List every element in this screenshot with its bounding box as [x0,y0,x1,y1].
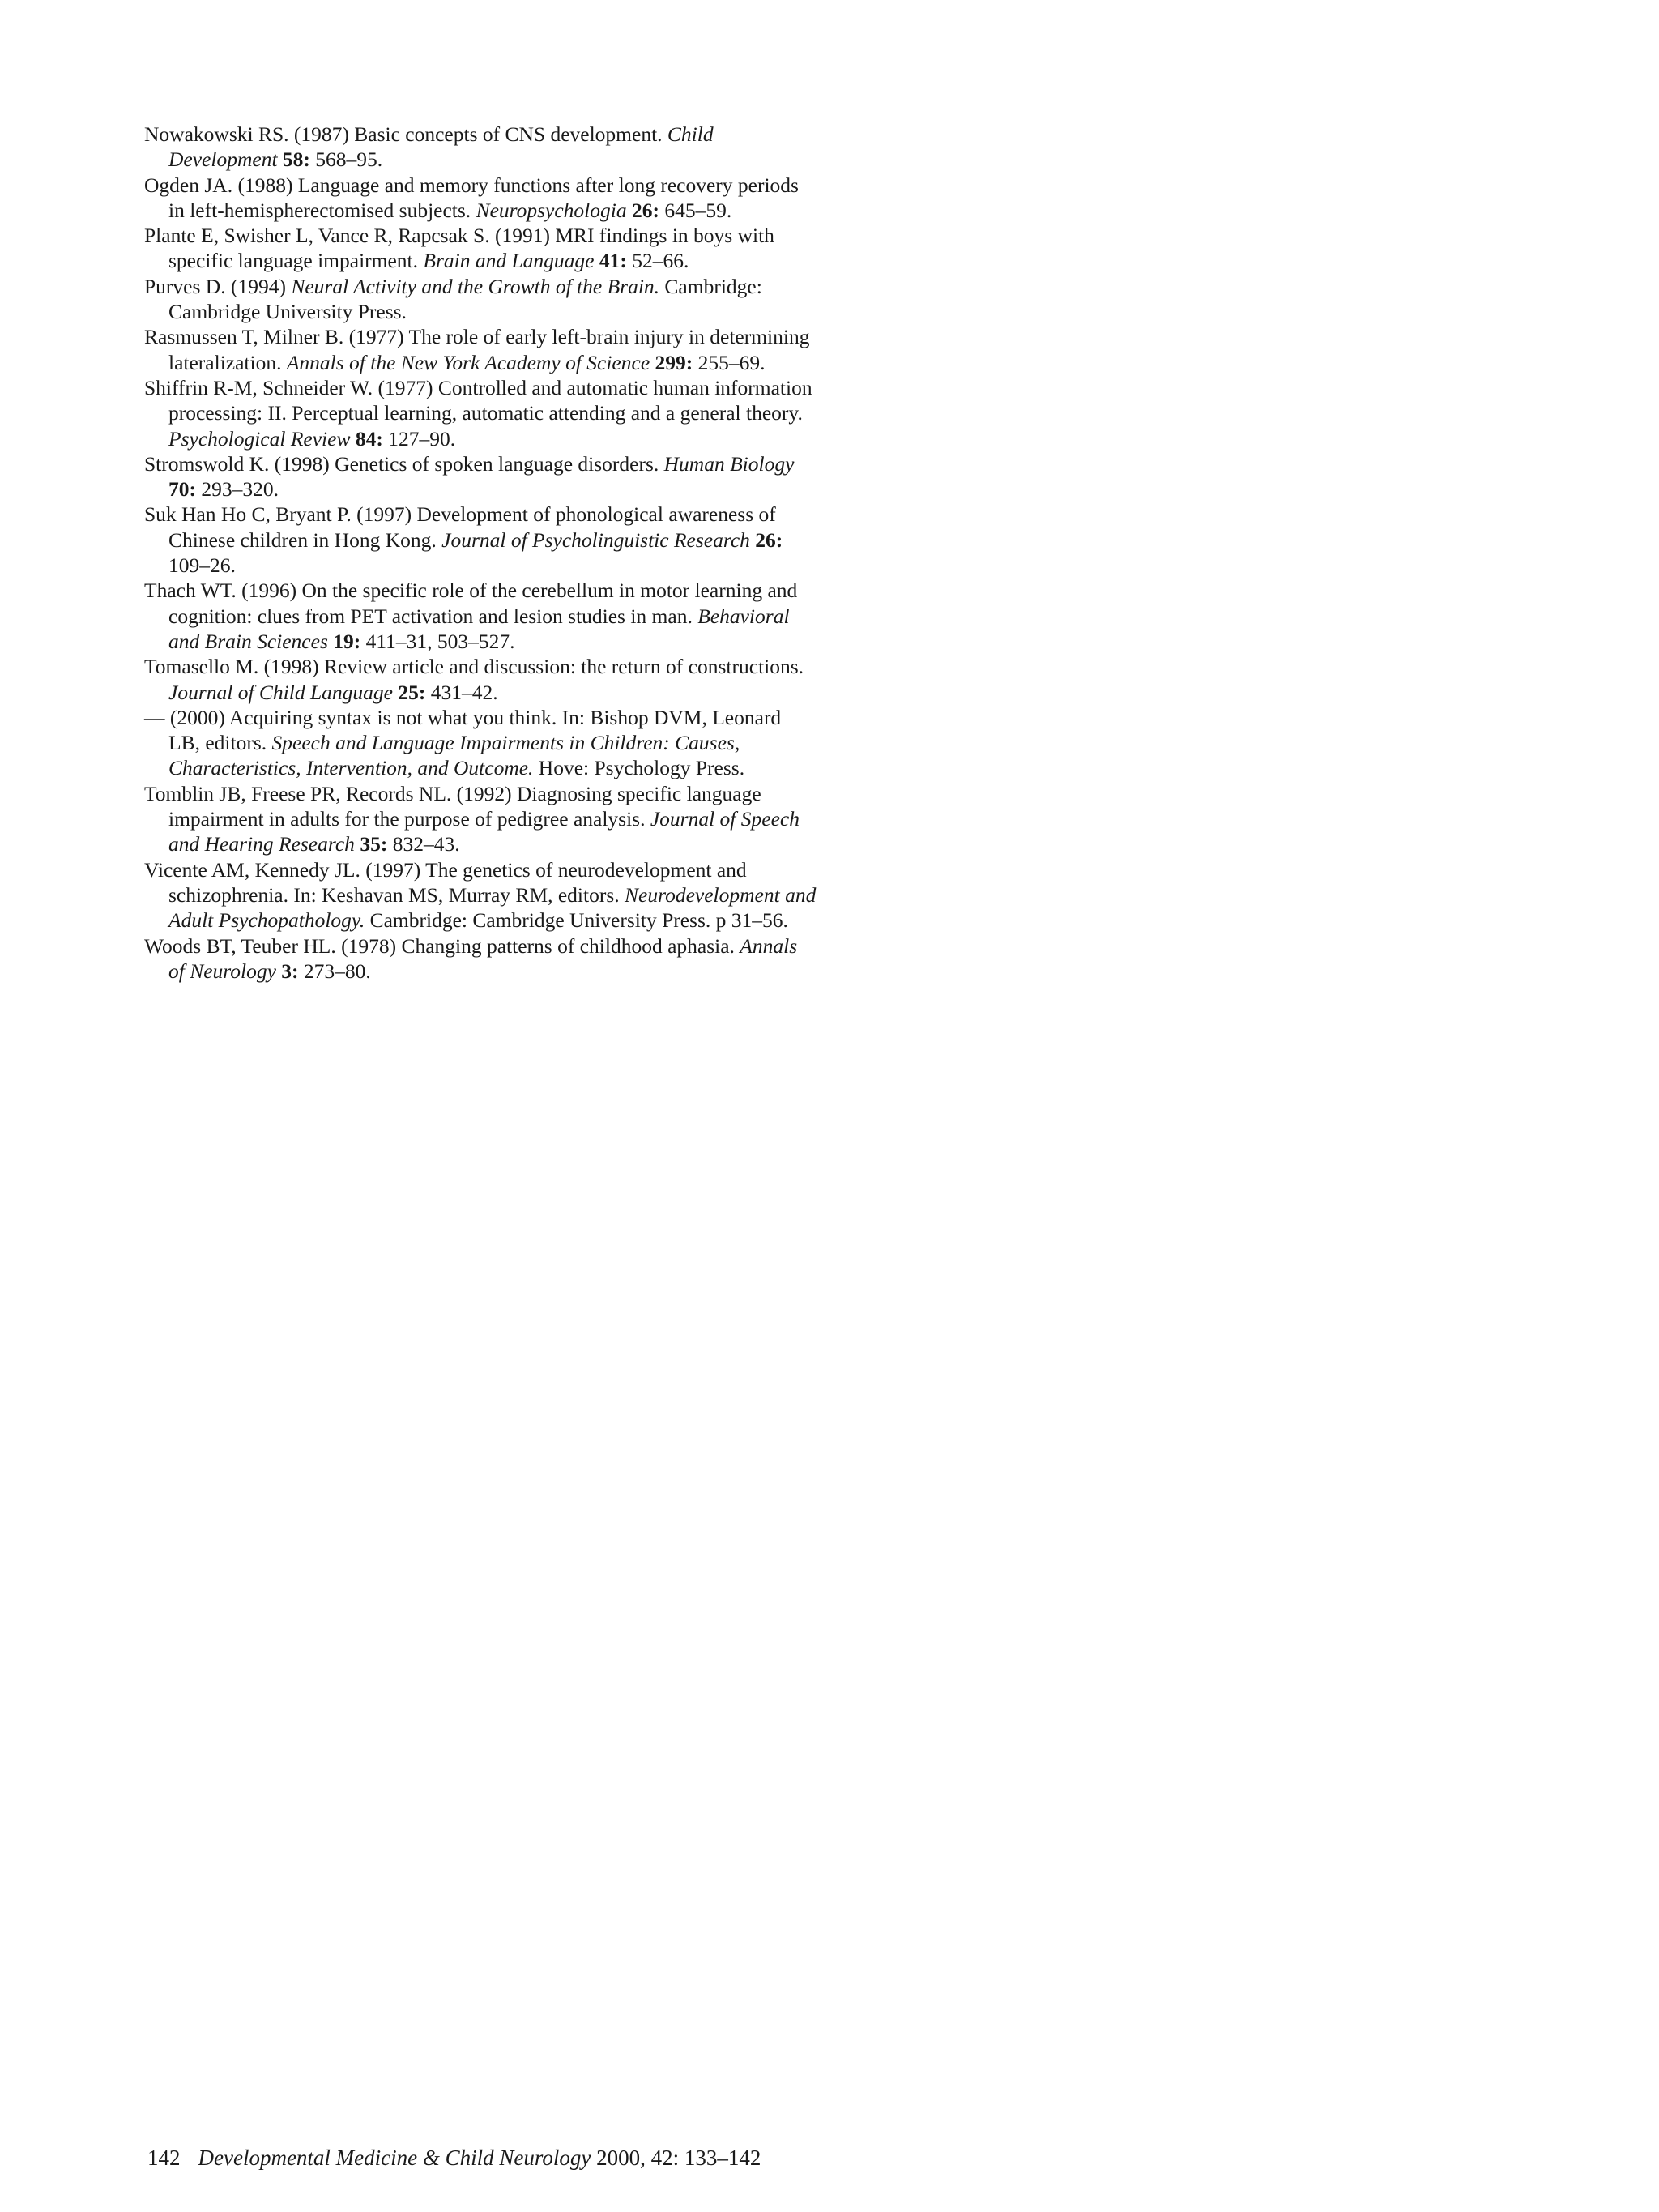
reference-text: — (2000) Acquiring syntax is not what you think. In: Bishop DVM, Leonard LB, editors. [144,705,782,755]
reference-volume: 26: [631,198,659,222]
reference-text: 293–320. [196,477,279,502]
reference-title: Neurodevelopment and Adult Psychopathology. [168,882,817,933]
reference-entry [144,857,817,933]
reference-text: 52–66. [626,249,689,273]
page-number: 142 [147,2146,181,2170]
reference-title: Neuropsychologia [476,198,627,222]
reference-text: Rasmussen T, Milner B. (1977) The role of early left-brain injury in determining lateralization. [144,325,810,374]
reference-title: Human Biology [663,451,795,476]
reference-title: Journal of Child Language [168,680,393,704]
reference-text: Tomblin JB, Freese PR, Records NL. (1992) Diagnosing specific language impairment in adults for the purpose of pedigree analysis. [144,781,761,831]
reference-entry [144,781,817,857]
reference-title: Annals of Neurology [168,933,798,983]
reference-text: Nowakowski RS. (1987) Basic concepts of CNS development. [144,122,667,146]
journal-title: Developmental Medicine & Child Neurology [198,2146,591,2170]
reference-entry [144,502,817,578]
reference-text: Hove: Psychology Press. [533,756,745,780]
reference-volume: 70: [168,477,196,502]
reference-entry [144,122,817,173]
reference-text: 273–80. [298,959,371,983]
reference-title: Annals of the New York Academy of Science [286,350,650,374]
reference-volume: 26: [755,527,783,552]
reference-text: 411–31, 503–527. [360,629,515,653]
reference-text: 255–69. [693,350,766,374]
page-footer [147,2145,876,2171]
reference-title: Speech and Language Impairments in Children: Causes, Characteristics, Intervention, and Outcome. [168,731,740,780]
reference-text: Woods BT, Teuber HL. (1978) Changing patterns of childhood aphasia. [144,933,740,958]
reference-text: 431–42. [425,680,498,704]
reference-title: Psychological Review [168,426,351,451]
reference-title: Child Development [168,122,714,172]
reference-text: Shiffrin R-M, Schneider W. (1977) Controlled and automatic human information processing: II. Perceptual learning, automatic attending and a general theory. [144,375,812,425]
reference-entry [144,654,817,705]
reference-entry [144,375,817,451]
reference-text: Vicente AM, Kennedy JL. (1997) The genetics of neurodevelopment and schizophrenia. In: Keshavan MS, Murray RM, editors. [144,857,747,907]
reference-list [144,122,817,984]
reference-title: Journal of Psycholinguistic Research [441,527,750,552]
reference-text: 568–95. [309,147,383,172]
reference-volume: 35: [360,832,388,856]
reference-volume: 25: [398,680,426,704]
reference-title: Journal of Speech and Hearing Research [168,807,800,856]
reference-title: Neural Activity and the Growth of the Brain. [291,274,660,298]
reference-entry [144,324,817,375]
journal-citation: 2000, 42: 133–142 [591,2146,761,2170]
reference-text: 645–59. [659,198,732,222]
reference-text: Cambridge: Cambridge University Press. [168,274,762,324]
reference-volume: 84: [355,426,383,451]
reference-text: Cambridge: Cambridge University Press. p 31–56. [365,908,788,933]
reference-title: Brain and Language [423,249,595,273]
reference-title: Behavioral and Brain Sciences [168,604,790,653]
reference-text: Thach WT. (1996) On the specific role of the cerebellum in motor learning and cognition: clues from PET activation and lesion studies in man. [144,579,798,628]
reference-text: Suk Han Ho C, Bryant P. (1997) Development of phonological awareness of Chinese children in Hong Kong. [144,502,776,552]
reference-volume: 19: [333,629,361,653]
reference-entry [144,933,817,984]
reference-entry [144,223,817,274]
reference-entry [144,451,817,502]
reference-text: 127–90. [382,426,456,451]
reference-text: Tomasello M. (1998) Review article and discussion: the return of constructions. [144,655,804,679]
reference-text: Ogden JA. (1988) Language and memory functions after long recovery periods in left-hemispherectomised subjects. [144,173,799,222]
reference-text: 832–43. [387,832,460,856]
reference-entry [144,578,817,654]
reference-entry [144,274,817,325]
reference-volume: 299: [655,350,693,374]
reference-text: Purves D. (1994) [144,274,292,298]
reference-entry [144,173,817,224]
reference-text: 109–26. [168,553,236,578]
reference-volume: 58: [282,147,310,172]
reference-text: Stromswold K. (1998) Genetics of spoken language disorders. [144,451,664,476]
reference-entry [144,705,817,781]
reference-text: Plante E, Swisher L, Vance R, Rapcsak S. (1991) MRI findings in boys with specific language impairment. [144,224,774,273]
reference-volume: 3: [281,959,299,983]
reference-volume: 41: [599,249,627,273]
